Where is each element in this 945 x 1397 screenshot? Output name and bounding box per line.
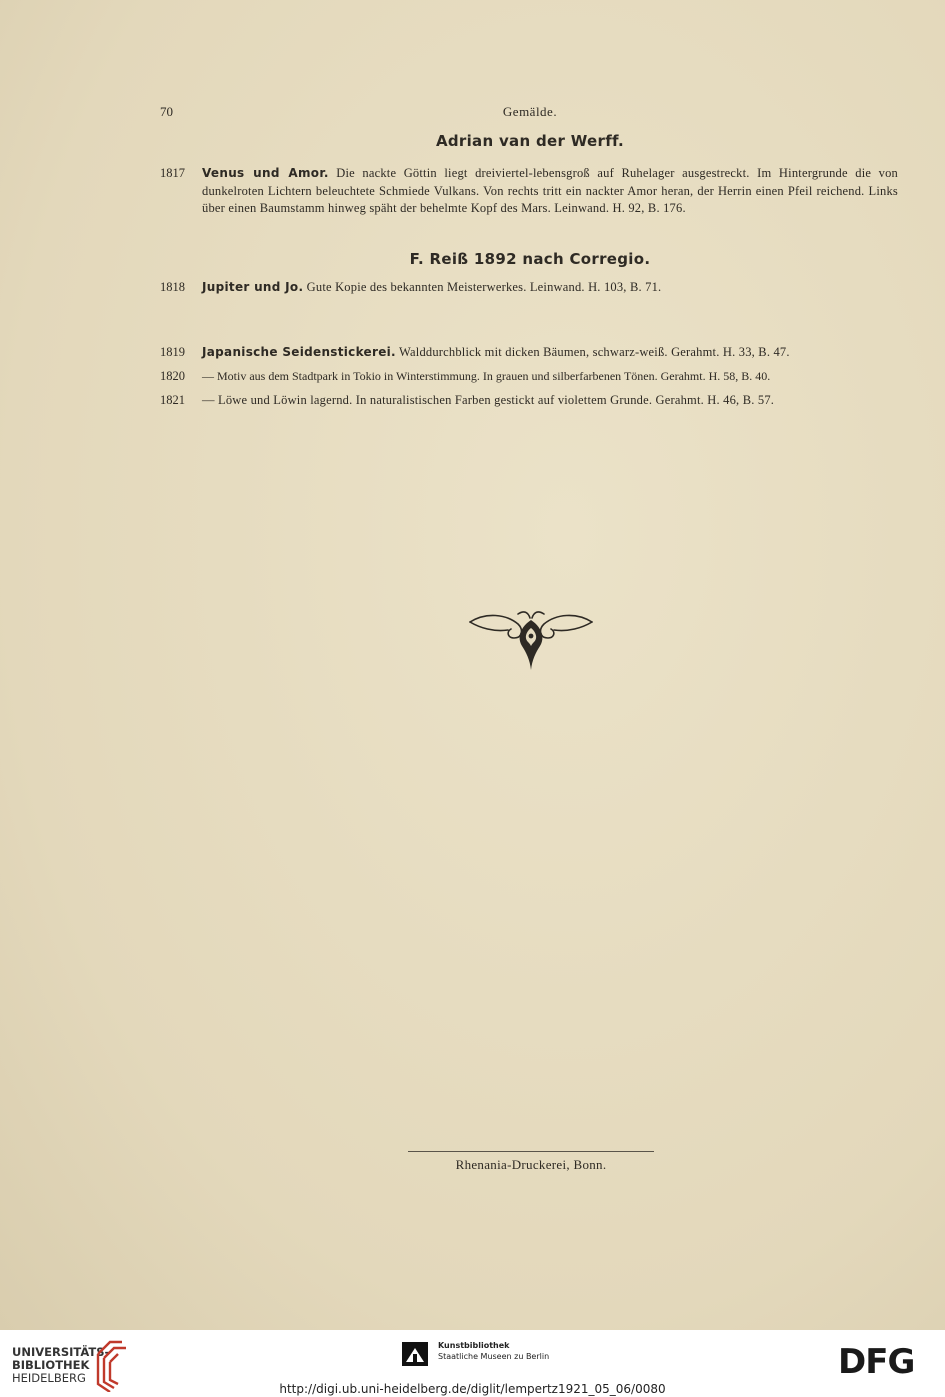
entry-text: — Löwe und Löwin lagernd. In naturalistischen Farben gestickt auf violettem Grunde. Gerahmt. H. 46, B. 57. xyxy=(202,393,775,407)
ub-logo-line2: BIBLIOTHEK xyxy=(12,1358,90,1372)
entry-title: Jupiter und Jo. xyxy=(202,280,304,294)
entry-number: 1818 xyxy=(160,280,185,294)
floral-vignette-icon xyxy=(466,606,596,674)
entry-title: Japanische Seidenstickerei. xyxy=(202,345,396,359)
kb-line1: Kunstbibliothek xyxy=(438,1341,510,1350)
catalog-entry-1821 xyxy=(160,392,898,410)
source-url[interactable]: http://digi.ub.uni-heidelberg.de/diglit/lempertz1921_05_06/0080 xyxy=(279,1382,666,1396)
dfg-logo: DFG xyxy=(838,1342,915,1382)
kunstbibliothek-logo-icon xyxy=(402,1342,428,1366)
ub-logo-line1: UNIVERSITÄTS- xyxy=(12,1345,110,1359)
entry-text: Gute Kopie des bekannten Meisterwerkes. Leinwand. H. 103, B. 71. xyxy=(306,280,662,294)
catalog-entry-1820 xyxy=(160,368,898,386)
entry-text: — Motiv aus dem Stadtpark in Tokio in Winterstimmung. In grauen und silberfarbenen Tönen. Gerahmt. H. 58, B. 40. xyxy=(202,369,771,383)
printer-imprint: Rhenania-Druckerei, Bonn. xyxy=(455,1157,607,1172)
section-heading-werff: Adrian van der Werff. xyxy=(435,132,625,150)
ub-logo-line3: HEIDELBERG xyxy=(12,1371,86,1385)
entry-number: 1821 xyxy=(160,393,185,407)
catalog-entry-1819 xyxy=(160,344,898,362)
running-head xyxy=(0,104,945,122)
entry-number: 1819 xyxy=(160,345,185,359)
section-heading-reiss: F. Reiß 1892 nach Corregio. xyxy=(409,250,651,268)
entry-title: Venus und Amor. xyxy=(202,166,329,180)
kb-line2: Staatliche Museen zu Berlin xyxy=(438,1352,550,1361)
entry-text: Die nackte Göttin liegt dreiviertel-lebensgroß auf Ruhelager ausgestreckt. Im Hintergrunde die von dunkelroten Lichtern beleuchtete Schmiede Vulkans. Von rechts tritt ein nackter Amor heran, der Herrin einen Pfeil reichend. Links über einen Baumstamm hinweg späht der behelmte Kopf des Mars. Leinwand. H. 92, B. 176. xyxy=(202,166,898,215)
entry-number: 1817 xyxy=(160,166,185,180)
digitization-footer xyxy=(0,1330,945,1397)
entry-text: Walddurchblick mit dicken Bäumen, schwarz-weiß. Gerahmt. H. 33, B. 47. xyxy=(399,345,790,359)
catalog-entry-1817 xyxy=(160,165,898,218)
kunstbibliothek-label xyxy=(438,1340,549,1362)
imprint-rule xyxy=(408,1151,654,1152)
page-number: 70 xyxy=(160,104,173,119)
running-title: Gemälde. xyxy=(502,104,558,119)
catalog-entry-1818 xyxy=(160,279,898,297)
entry-number: 1820 xyxy=(160,369,185,383)
